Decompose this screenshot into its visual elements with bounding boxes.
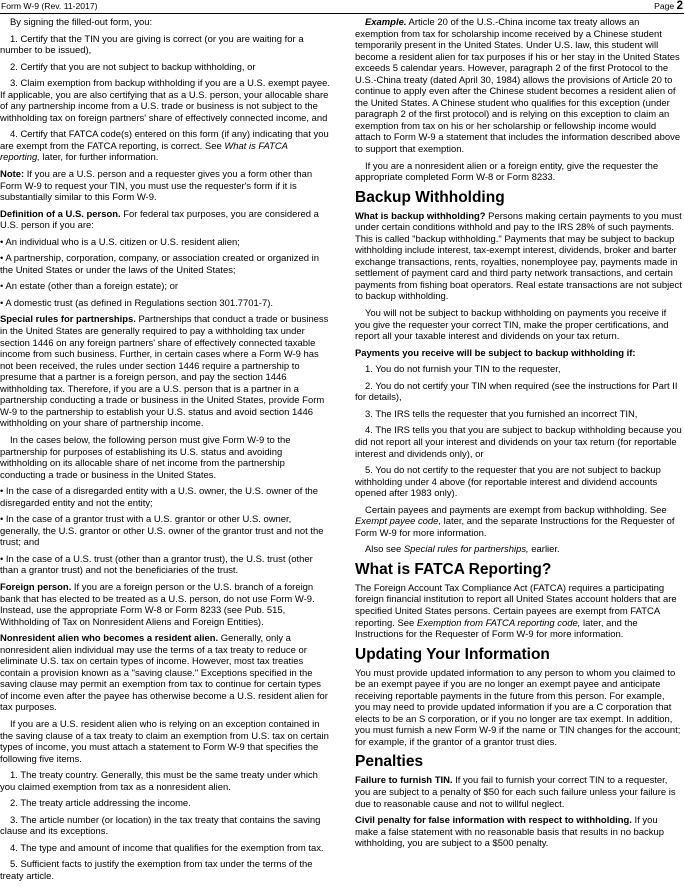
certify-item-1: 1. Certify that the TIN you are giving is correct (or you are waiting for a number to be issued), xyxy=(0,33,304,57)
nonresident-paragraph: If you are a nonresident alien or a foreign entity, give the requester the appropriate completed Form W-8 or Form 8233. xyxy=(355,160,659,184)
us-person-definition: Definition of a U.S. person. For federal tax purposes, you are considered a U.S. person if you are: xyxy=(0,208,319,232)
treaty-item: 1. The treaty country. Generally, this must be the same treaty under which you claimed exemption from tax as a nonresident alien. xyxy=(0,770,318,793)
foreign-person: Foreign person. If you are a foreign person or the U.S. branch of a foreign bank that has elected to be treated as a U.S. person, do not use Form W-9. Instead, use the appropriate Form W-8 or Form 8233 (see Pub. 515, Withholding of Tax on Nonresident Aliens and Foreign Entities). xyxy=(0,581,315,628)
right-column xyxy=(355,17,682,855)
treaty-item: 4. The type and amount of income that qualifies for the exemption from tax. xyxy=(10,842,324,854)
definition-bullet: • An individual who is a U.S. citizen or U.S. resident alien; xyxy=(0,236,240,248)
treaty-item: 3. The article number (or location) in the tax treaty that contains the saving clause and its exceptions. xyxy=(0,814,321,838)
civil-penalty: Civil penalty for false information with respect to withholding. If you make a false statement with no reasonable basis that results in no backup withholding, you are subject to a $500 penalty. xyxy=(355,815,664,850)
partnership-rules: Special rules for partnerships. Partnerships that conduct a trade or business in the United States are generally required to pay a withholding tax under section 1446 on any foreign partners' share of effectively connected taxable income from such business. Further, in certain cases where a Form W-9 has not been received, the rules under section 1446 require a partnership to presume that a partner is a foreign person, and pay the section 1446 withholding tax. Therefore, if you are a U.S. person that is a partner in a partnership conducting a trade or business in the United States, provide Form W-9 to the partnership to establish your U.S. status and avoid section 1446 withholding on your share of partnership income. xyxy=(0,314,329,430)
failure-heading: Failure to furnish TIN. xyxy=(355,775,453,787)
backup-item: 4. The IRS tells you that you are subject to backup withholding because you did not report all your interest and dividends on your tax return (for reportable interest and dividends only), or xyxy=(355,425,682,460)
special-rules-reference: Special rules for partnerships, xyxy=(403,544,529,556)
case-bullet: • In the case of a disregarded entity with a U.S. owner, the U.S. owner of the disregarded entity and not the entity; xyxy=(0,486,319,509)
note-heading: Note: xyxy=(0,169,25,181)
page-label: Page xyxy=(654,1,675,11)
definition-bullet: • A partnership, corporation, company, or association created or organized in the United States or under the laws of the United States; xyxy=(0,253,319,276)
fatca-code-reference: Exemption from FATCA reporting code, xyxy=(416,617,581,629)
certify-item-3: 3. Claim exemption from backup withholding if you are a U.S. exempt payee. If applicable, you are also certifying that as a U.S. person, your allocable share of any partnership income from a U.S. trade or business is not subject to the withholding tax on foreign partners' share of effectively connected income, and xyxy=(0,78,330,124)
fatca-paragraph: The Foreign Account Tax Compliance Act (FATCA) requires a participating foreign financial institution to report all United States account holders that are specified United States persons. Certain payees are exempt from FATCA reporting. See Exemption from FATCA reporting code, later, and the Instructions for the Requester of Form W-9 for more information. xyxy=(355,582,677,641)
note-paragraph: Note: If you are a U.S. person and a requester gives you a form other than Form W-9 to request your TIN, you must use the requester's form if it is substantially similar to this Form W-9. xyxy=(0,169,313,204)
signing-intro: By signing the filled-out form, you: xyxy=(10,17,153,28)
backup-item: 5. You do not certify to the requester that you are not subject to backup withholding under 4 above (for reportable interest and dividend accounts opened after 1983 only). xyxy=(355,465,661,500)
what-is-backup-heading: What is backup withholding? xyxy=(355,210,486,222)
foreign-person-heading: Foreign person. xyxy=(0,581,72,593)
treaty-intro: If you are a U.S. resident alien who is relying on an exception contained in the saving clause of a tax treaty to claim an exemption from U.S. tax on certain types of income, you must attach a statement to Form W-9 that specifies the following five items. xyxy=(0,718,329,765)
civil-penalty-heading: Civil penalty for false information with respect to withholding. xyxy=(355,815,632,827)
backup-item: 1. You do not furnish your TIN to the requester, xyxy=(365,364,561,376)
certify-item-2: 2. Certify that you are not subject to backup withholding, or xyxy=(10,61,256,73)
also-see-paragraph: Also see Special rules for partnerships, earlier. xyxy=(365,544,560,556)
page-number: 2 xyxy=(676,0,683,12)
penalties-heading: Penalties xyxy=(355,753,424,771)
nonresident-heading: Nonresident alien who becomes a resident alien. xyxy=(0,633,219,645)
example-paragraph: Example. Article 20 of the U.S.-China income tax treaty allows an exemption from tax for scholarship income received by a Chinese student temporarily present in the United States. Under U.S. law, this student will become a resident alien for tax purposes if his or her stay in the United States exceeds 5 calendar years. However, paragraph 2 of the first Protocol to the U.S.-China treaty (dated April 30, 1984) allows the provisions of Article 20 to continue to apply even after the Chinese student becomes a resident alien of the United States. A Chinese student who qualifies for this exception (under paragraph 2 of the first protocol) and is relying on this exception to claim an exemption from tax on his or her scholarship or fellowship income would attach to Form W-9 a statement that includes the information described above to support that exemption. xyxy=(355,17,681,156)
backup-item: 2. You do not certify your TIN when required (see the instructions for Part II for details), xyxy=(355,380,678,404)
fatca-reference: What is FATCA reporting, xyxy=(0,140,288,164)
payments-subject-heading: Payments you receive will be subject to backup withholding if: xyxy=(355,347,636,359)
certify-item-4: 4. Certify that FATCA code(s) entered on this form (if any) indicating that you are exempt from the FATCA reporting, is correct. See What is FATCA reporting, later, for further information. xyxy=(0,129,329,164)
not-subject-paragraph: You will not be subject to backup withholding on payments you receive if you give the requester your correct TIN, make the proper certifications, and report all your taxable interest and dividends on your tax return. xyxy=(355,308,669,343)
us-person-heading: Definition of a U.S. person. xyxy=(0,208,121,220)
form-id: Form W-9 (Rev. 11-2017) xyxy=(1,1,98,11)
failure-to-furnish: Failure to furnish TIN. If you fail to furnish your correct TIN to a requester, you are subject to a penalty of $50 for each such failure unless your failure is due to reasonable cause and not to willful neglect. xyxy=(355,775,676,810)
page-header xyxy=(0,0,684,14)
treaty-item: 5. Sufficient facts to justify the exemption from tax under the terms of the treaty article. xyxy=(0,859,313,882)
definition-bullet: • A domestic trust (as defined in Regulations section 301.7701-7). xyxy=(0,297,273,309)
header-rule xyxy=(0,13,684,14)
page-number-label xyxy=(654,0,683,12)
definition-bullet: • An estate (other than a foreign estate); or xyxy=(0,281,179,293)
case-bullet: • In the case of a U.S. trust (other than a grantor trust), the U.S. trust (other than a grantor trust) and not the beneficiaries of the trust. xyxy=(0,553,313,577)
partnership-heading: Special rules for partnerships. xyxy=(0,314,136,326)
left-column xyxy=(0,17,330,888)
case-bullet: • In the case of a grantor trust with a U.S. grantor or other U.S. owner, generally, the U.S. grantor or other U.S. owner of the grantor trust and not the trust; and xyxy=(0,514,324,549)
exempt-payee-reference: Exempt payee code, xyxy=(355,516,442,528)
backup-withholding-heading: Backup Withholding xyxy=(355,188,505,206)
treaty-item: 2. The treaty article addressing the income. xyxy=(10,798,191,810)
backup-item: 3. The IRS tells the requester that you furnished an incorrect TIN, xyxy=(365,408,638,420)
nonresident-alien: Nonresident alien who becomes a resident alien. Generally, only a nonresident alien individual may use the terms of a tax treaty to reduce or eliminate U.S. tax on certain types of income. However, most tax treaties contain a provision known as a "saving clause." Exceptions specified in the saving clause may permit an exemption from tax to continue for certain types of income even after the payee has otherwise become a U.S. resident alien for tax purposes. xyxy=(0,633,328,714)
example-heading: Example. xyxy=(365,17,407,28)
cases-paragraph: In the cases below, the following person must give Form W-9 to the partnership for purposes of establishing its U.S. status and avoiding withholding on its allocable share of net income from the partnership conducting a trade or business in the United States. xyxy=(0,434,291,481)
fatca-heading: What is FATCA Reporting? xyxy=(355,560,552,578)
updating-paragraph: You must provide updated information to any person to whom you claimed to be an exempt payee if you are no longer an exempt payee and anticipate receiving reportable payments in the future from this person. For example, you may need to provide updated information if you are a C corporation that elects to be an S corporation, or if you no longer are tax exempt. In addition, you must furnish a new Form W-9 if the name or TIN changes for the account; for example, if the grantor of a grantor trust dies. xyxy=(355,667,681,748)
updating-heading: Updating Your Information xyxy=(355,645,550,663)
exempt-paragraph: Certain payees and payments are exempt from backup withholding. See Exempt payee code, later, and the separate Instructions for the Requester of Form W-9 for more information. xyxy=(355,504,675,539)
what-is-backup: What is backup withholding? Persons making certain payments to you must under certain conditions withhold and pay to the IRS 28% of such payments. This is called "backup withholding." Payments that may be subject to backup withholding include interest, tax-exempt interest, dividends, broker and barter exchange transactions, rents, royalties, nonemployee pay, payments made in settlement of payment card and third party network transactions, and certain payments from fishing boat operators. Real estate transactions are not subject to backup withholding. xyxy=(355,210,682,303)
